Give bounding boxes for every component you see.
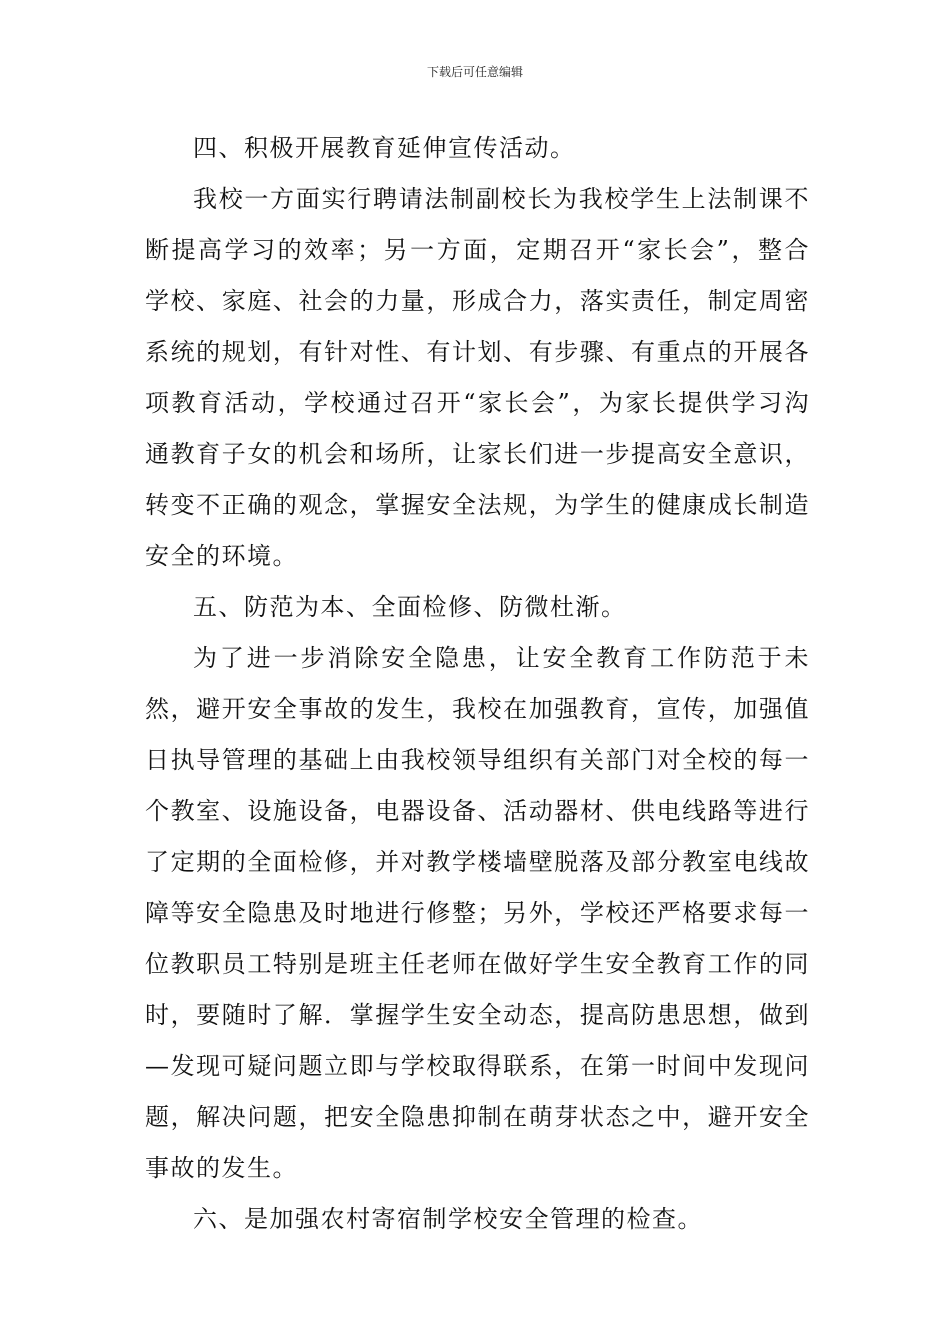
section-heading-4: 四、积极开展教育延伸宣传活动。 [193, 134, 576, 162]
document-body [145, 123, 810, 1245]
paragraph-safety-inspection: 为了进一步消除安全隐患，让安全教育工作防范于未然，避开安全事故的发生，我校在加强教育，宣传，加强值日执导管理的基础上由我校领导组织有关部门对全校的每一个教室、设施设备，电器设备、活动器材、供电线路等进行了定期的全面检修，并对教学楼墙壁脱落及部分教室电线故障等安全隐患及时地进行修整；另外，学校还严格要求每一位教职员工特别是班主任老师在做好学生安全教育工作的同时，要随时了解．掌握学生安全动态，提高防患思想，做到—发现可疑问题立即与学校取得联系，在第一时间中发现问题，解决问题，把安全隐患抑制在萌芽状态之中，避开安全事故的发生。 [145, 644, 810, 1182]
paragraph-legal-education: 我校一方面实行聘请法制副校长为我校学生上法制课不断提高学习的效率；另一方面，定期召开“家长会”，整合学校、家庭、社会的力量，形成合力，落实责任，制定周密系统的规划，有针对性、有计划、有步骤、有重点的开展各项教育活动，学校通过召开“家长会”，为家长提供学习沟通教育子女的机会和场所，让家长们进一步提高安全意识，转变不正确的观念，掌握安全法规，为学生的健康成长制造安全的环境。 [145, 185, 810, 570]
section-heading-6: 六、是加强农村寄宿制学校安全管理的检查。 [193, 1205, 703, 1233]
section-heading-5: 五、防范为本、全面检修、防微杜渐。 [193, 593, 627, 621]
page-header: 下载后可任意编辑 [426, 65, 523, 79]
